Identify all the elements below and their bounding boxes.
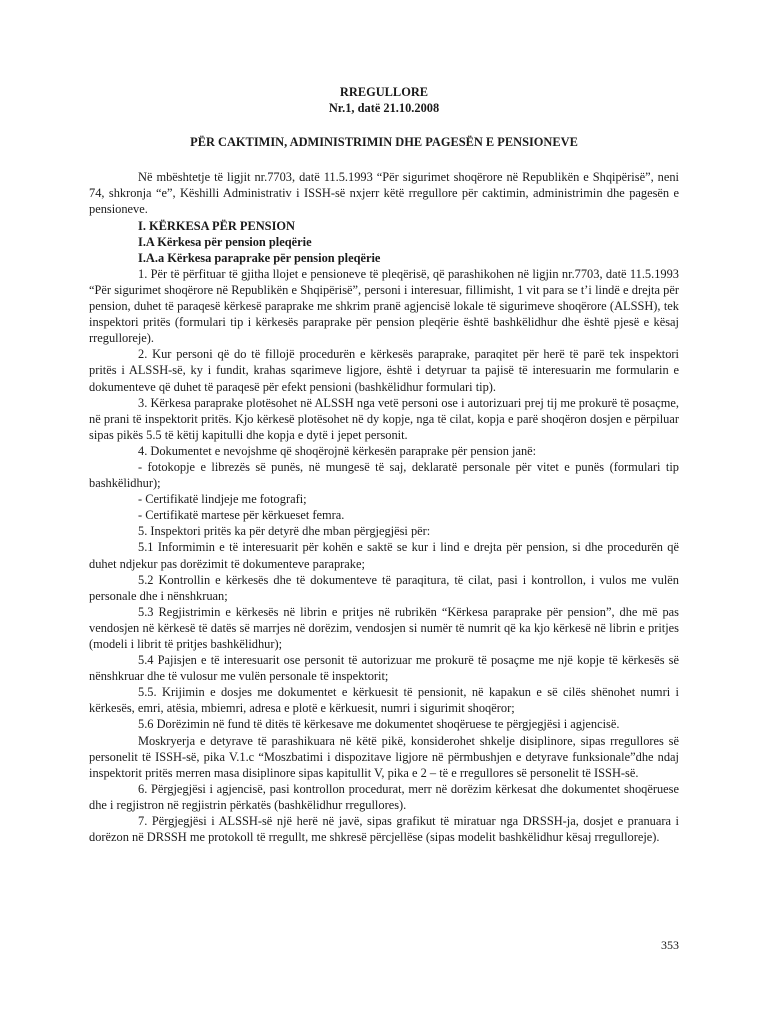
list-item-birth-certificate: - Certifikatë lindjeje me fotografi;	[138, 492, 307, 507]
paragraph-4: 4. Dokumentet e nevojshme që shoqërojnë kërkesën paraprake për pension janë:	[138, 443, 537, 458]
document-subject: PËR CAKTIMIN, ADMINISTRIMIN DHE PAGESËN E PENSIONEVE	[190, 135, 578, 150]
paragraph-5-6: 5.6 Dorëzimin në fund të ditës të kërkesave me dokumentet shoqëruese te përgjegjësi i agjencisë.	[138, 717, 620, 732]
document-number: Nr.1, datë 21.10.2008	[328, 101, 440, 116]
paragraph-5: 5. Inspektori pritës ka për detyrë dhe mban përgjegjësi për:	[138, 524, 431, 539]
paragraph-disciplinary: Moskryerja e detyrave të parashikuara në këtë pikë, konsiderohet shkelje disiplinore, sipas rregullores së personelit të ISSH-së, pika V.1.c “Moszbatimi i dispozitave ligjore në përmbushjen e detyrave funksionale”dhe ndaj inspektorit pritës merren masa disiplinore sipas kapitullit V, pika e 2 – të e rregullores së personelit të ISSH-së.	[89, 733, 679, 780]
sub-subsection-heading: I.A.a Kërkesa paraprake për pension pleqërie	[138, 250, 381, 265]
paragraph-1: 1. Për të përfituar të gjitha llojet e pensioneve të pleqërisë, që parashikohen në ligjin nr.7703, datë 11.5.1993 “Për sigurimet shoqërore në Republikën e Shqipërisë”, personi i interesuar, fillimisht, 1 vit para se t’i lindë e drejta për pension, duhet të paraqesë kërkesë paraprake me shkrim pranë agjencisë lokale të sigurimeve shoqërore (ALSSH), tek inspektori pritës (formulari tip i kërkesës paraprake për pension pleqërie është bashkëlidhur dhe është pjesë e kësaj rregulloreje).	[89, 266, 679, 346]
paragraph-2: 2. Kur personi që do të fillojë procedurën e kërkesës paraprake, paraqitet për herë të parë tek inspektori pritës i ALSSH-së, ky i fundit, krahas sqarimeve ligjore, është i detyruar ta pajisë të interesuarin me formularin e dokumenteve që duhet të paraqesë për efekt pensioni (bashkëlidhur formulari tip).	[89, 347, 679, 394]
preamble-paragraph: Në mbështetje të ligjit nr.7703, datë 11.5.1993 “Për sigurimet shoqërore në Republikën e Shqipërisë”, neni 74, shkronja “e”, Këshilli Administrativ i ISSH-së nxjerr këtë rregullore për caktimin, administrimin dhe pagesën e pensioneve.	[89, 170, 679, 217]
paragraph-5-4: 5.4 Pajisjen e të interesuarit ose personit të autorizuar me prokurë të posaçme me një kopje të kërkesës së nënshkruar dhe të vulosur me vulën personale të inspektorit;	[89, 653, 679, 684]
paragraph-5-3: 5.3 Regjistrimin e kërkesës në librin e pritjes në rubrikën “Kërkesa paraprake për pension”, dhe më pas vendosjen në kërkesë të datës së marrjes në dorëzim, vendosjen si numër të numrit që ka kjo kërkesë në librin e pritjes (modeli i librit të pritjes bashkëlidhur);	[89, 604, 679, 651]
paragraph-5-2: 5.2 Kontrollin e kërkesës dhe të dokumenteve të paraqitura, të cilat, pasi i kontrollon, i vulos me vulën personale dhe i nënshkruan;	[89, 572, 679, 603]
paragraph-6: 6. Përgjegjësi i agjencisë, pasi kontrollon procedurat, merr në dorëzim kërkesat dhe dokumentet shoqëruese dhe i regjistron në regjistrin përkatës (bashkëlidhur rregullores).	[89, 781, 679, 812]
subsection-heading: I.A Kërkesa për pension pleqërie	[138, 234, 312, 249]
list-item-marriage-certificate: - Certifikatë martese për kërkueset femra.	[138, 508, 345, 523]
paragraph-7: 7. Përgjegjësi i ALSSH-së një herë në javë, sipas grafikut të miratuar nga DRSSH-ja, dosjet e pranuara i dorëzon në DRSSH me protokoll të rregullt, me shkresë përcjellëse (sipas modelit bashkëlidhur kësaj rregulloreje).	[89, 814, 679, 845]
list-item-work-book: - fotokopje e librezës së punës, në mungesë të saj, deklaratë personale për vitet e punës (formulari tip bashkëlidhur);	[89, 459, 679, 491]
document-page	[89, 84, 679, 845]
section-heading: I. KËRKESA PËR PENSION	[138, 218, 295, 233]
paragraph-3: 3. Kërkesa paraprake plotësohet në ALSSH nga vetë personi ose i autorizuari prej tij me prokurë të posaçme, në prani të inspektorit pritës. Kjo kërkesë plotësohet në dy kopje, nga të cilat, kopja e parë shoqëron dosjen e përpiluar sipas pikës 5.5 të këtij kapitulli dhe kopja e dytë i jepet personit.	[89, 395, 679, 442]
document-title: RREGULLORE	[339, 85, 429, 99]
paragraph-5-5: 5.5. Krijimin e dosjes me dokumentet e kërkuesit të pensionit, në kapakun e së cilës shënohet numri i kërkesës, emri, atësia, mbiemri, adresa e plotë e kërkuesit, numri i sigurimit shoqëror;	[89, 685, 679, 716]
paragraph-5-1: 5.1 Informimin e të interesuarit për kohën e saktë se kur i lind e drejta për pension, si dhe procedurën që duhet ndjekur pas dorëzimit të dokumenteve paraprake;	[89, 540, 679, 571]
page-number: 353	[661, 938, 679, 952]
